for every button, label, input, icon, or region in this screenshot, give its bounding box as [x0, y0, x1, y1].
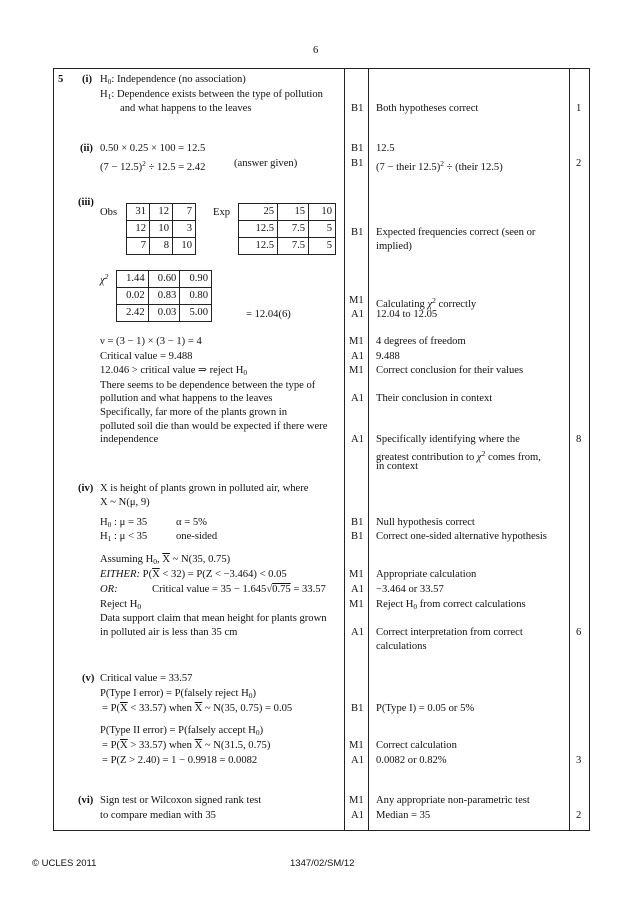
- table-cell: 1.44: [117, 271, 149, 288]
- calc-b: ÷ 12.5 = 2.42: [145, 162, 206, 173]
- comment-sub: 0: [413, 602, 418, 611]
- chi-symbol: χ: [476, 452, 482, 463]
- or-b: = 33.57: [290, 584, 326, 595]
- col-divider-mark: [368, 68, 369, 831]
- mark-code: M1: [349, 569, 364, 580]
- mark-code: A1: [351, 755, 364, 766]
- comment: 4 degrees of freedom: [376, 336, 466, 347]
- comment-b: correctly: [435, 299, 477, 310]
- xbar: $\overline{X}$: [152, 569, 160, 580]
- mark-code: B1: [351, 227, 364, 238]
- table-row: [239, 204, 336, 221]
- t1c-c: ~ N(35, 0.75) = 0.05: [202, 703, 293, 714]
- page-number: 6: [313, 45, 319, 56]
- h1-subscript: 1: [107, 92, 112, 101]
- mark-code: B1: [351, 103, 364, 114]
- comment: 9.488: [376, 351, 400, 362]
- xbar: $\overline{X}$: [194, 740, 203, 751]
- mark-code: A1: [351, 393, 364, 404]
- obs-label: Obs: [100, 207, 118, 218]
- exp-label: Exp: [213, 207, 231, 218]
- comment: in context: [376, 461, 419, 472]
- h0-symbol: H: [100, 517, 108, 528]
- table-cell: 0.83: [148, 288, 180, 305]
- part-total: 8: [576, 434, 582, 445]
- h0-text: : Independence (no association): [111, 74, 246, 85]
- table-cell: 15: [278, 204, 309, 221]
- part-label: (v): [82, 673, 95, 684]
- xbar: $\overline{X}$: [162, 554, 170, 565]
- either-b: < 32) = P(Z < −3.464) < 0.05: [159, 569, 287, 580]
- table-row: [117, 305, 212, 322]
- either-label: EITHER:: [100, 569, 141, 580]
- conclusion: pollution and what happens to the leaves: [100, 393, 273, 404]
- model-intro: X is height of plants grown in polluted air, where: [100, 483, 309, 494]
- table-right-border: [589, 68, 590, 831]
- chi-sup: 2: [481, 449, 486, 458]
- t2-sub: 0: [255, 728, 260, 737]
- t2c-b: > 33.57) when: [127, 740, 195, 751]
- part-label: (ii): [80, 143, 93, 154]
- t2-b: ): [259, 725, 264, 736]
- table-cell: 0.60: [148, 271, 180, 288]
- mark-code: M1: [349, 336, 364, 347]
- interpretation: in polluted air is less than 35 cm: [100, 627, 238, 638]
- mark-code: A1: [351, 627, 364, 638]
- table-cell: 2.42: [117, 305, 149, 322]
- test-choice: Sign test or Wilcoxon signed rank test: [100, 795, 262, 806]
- t1-a: P(Type I error) = P(falsely reject H: [100, 688, 249, 699]
- paper-code: 1347/02/SM/12: [290, 858, 355, 869]
- part-label: (iv): [78, 483, 94, 494]
- degrees-of-freedom: ν = (3 − 1) × (3 − 1) = 4: [100, 336, 202, 347]
- mark-code: M1: [349, 795, 364, 806]
- or-method: [152, 583, 326, 598]
- mark-code: B1: [351, 158, 364, 169]
- table-row: [127, 204, 196, 221]
- h1-text-continued: and what happens to the leaves: [120, 103, 252, 114]
- comment-a: Reject H: [376, 599, 414, 610]
- table-cell: 5: [309, 221, 336, 238]
- part-total: 3: [576, 755, 582, 766]
- contribution-calc: [100, 157, 205, 176]
- table-row: [239, 221, 336, 238]
- comment: Their conclusion in context: [376, 393, 493, 404]
- observed-table: [126, 203, 196, 255]
- table-cell: 5.00: [180, 305, 212, 322]
- mark-code: B1: [351, 517, 364, 528]
- or-a: Critical value = 35 − 1.645√: [152, 584, 273, 595]
- comment-a: (7 − their 12.5): [376, 162, 441, 173]
- part-total: 1: [576, 103, 582, 114]
- mark-code: M1: [349, 295, 364, 306]
- xbar: $\overline{X}$: [120, 703, 128, 714]
- critical-value: Critical value = 33.57: [100, 673, 193, 684]
- chi-symbol: χ: [100, 275, 105, 286]
- calc-a: (7 − 12.5): [100, 162, 143, 173]
- table-cell: 7.5: [278, 221, 309, 238]
- table-cell: 3: [173, 221, 196, 238]
- comment-sup: 2: [440, 159, 444, 168]
- mark-code: A1: [351, 810, 364, 821]
- or-label: [100, 583, 118, 598]
- calc-sup: 2: [142, 159, 146, 168]
- col-divider-answer: [344, 68, 345, 831]
- comment: Specifically identifying where the: [376, 434, 520, 445]
- table-cell: 0.80: [180, 288, 212, 305]
- either-method: [100, 568, 287, 583]
- or-root: 0.75: [272, 584, 291, 595]
- reject-a: Reject H: [100, 599, 138, 610]
- table-cell: 12: [150, 204, 173, 221]
- h1-statement: [100, 530, 147, 547]
- mark-code: A1: [351, 434, 364, 445]
- comment: Any appropriate non-parametric test: [376, 795, 530, 806]
- table-cell: 0.90: [180, 271, 212, 288]
- chi-squared-label: [100, 270, 108, 289]
- comment: Appropriate calculation: [376, 569, 477, 580]
- t2c-a: = P(: [102, 740, 121, 751]
- table-cell: 0.02: [117, 288, 149, 305]
- mark-code: B1: [351, 143, 364, 154]
- mark-code: M1: [349, 365, 364, 376]
- table-cell: 31: [127, 204, 150, 221]
- answer-given-note: (answer given): [234, 158, 298, 169]
- mark-code: B1: [351, 703, 364, 714]
- comment: Median = 35: [376, 810, 431, 821]
- mark-code: M1: [349, 740, 364, 751]
- table-cell: 7: [173, 204, 196, 221]
- table-left-border: [53, 68, 54, 831]
- h0-subscript: 0: [107, 77, 112, 86]
- type-ii-result: = P(Z > 2.40) = 1 − 0.9918 = 0.0082: [102, 755, 258, 766]
- table-cell: 5: [309, 238, 336, 255]
- interpretation: Data support claim that mean height for plants grown: [100, 613, 327, 624]
- assume-c: ~ N(35, 0.75): [169, 554, 231, 565]
- expected-calc: 0.50 × 0.25 × 100 = 12.5: [100, 143, 206, 154]
- h1-sub: 1: [107, 534, 112, 543]
- table-cell: 10: [173, 238, 196, 255]
- mark-code: A1: [351, 309, 364, 320]
- table-row: [117, 288, 212, 305]
- comment: Correct conclusion for their values: [376, 365, 524, 376]
- h1-symbol: H: [100, 89, 108, 100]
- comment: 12.5: [376, 143, 395, 154]
- chi-sup: 2: [104, 272, 109, 281]
- mark-code: A1: [351, 584, 364, 595]
- table-cell: 7: [127, 238, 150, 255]
- part-total: 2: [576, 158, 582, 169]
- comment: 12.04 to 12.05: [376, 309, 438, 320]
- comment-b: ÷ (their 12.5): [443, 162, 503, 173]
- xbar: $\overline{X}$: [194, 703, 203, 714]
- table-row: [127, 221, 196, 238]
- either-a: P(: [142, 569, 153, 580]
- table-cell: 12: [127, 221, 150, 238]
- comment: [376, 157, 503, 176]
- table-cell: 10: [309, 204, 336, 221]
- h0-sub: 0: [107, 520, 112, 529]
- table-cell: 7.5: [278, 238, 309, 255]
- model-distribution: X ~ N(μ, 9): [100, 497, 150, 508]
- comment-b: from correct calculations: [417, 599, 526, 610]
- significance-level: α = 5%: [176, 517, 207, 528]
- reject-text: 12.046 > critical value ⇒ reject H: [100, 365, 244, 376]
- comment: Expected frequencies correct (seen or: [376, 227, 536, 238]
- table-bottom-border: [53, 830, 590, 831]
- comment-a: greatest contribution to: [376, 452, 477, 463]
- assume-sub: 0: [153, 557, 158, 566]
- chi-contribution-table: [116, 270, 212, 322]
- comment: Correct calculation: [376, 740, 457, 751]
- critical-value: Critical value = 9.488: [100, 351, 193, 362]
- reject-sub: 0: [243, 368, 248, 377]
- part-label: (i): [82, 74, 92, 85]
- type-ii-calc: [102, 739, 270, 754]
- expected-table: [238, 203, 336, 255]
- comment: Null hypothesis correct: [376, 517, 475, 528]
- comment-b: comes from,: [485, 452, 541, 463]
- comment: [376, 598, 526, 615]
- comment: −3.464 or 33.57: [376, 584, 444, 595]
- comment: P(Type I) = 0.05 or 5%: [376, 703, 475, 714]
- t1c-b: < 33.57) when: [127, 703, 195, 714]
- table-cell: 10: [150, 221, 173, 238]
- chi-sup: 2: [432, 296, 436, 305]
- comment: 0.0082 or 0.82%: [376, 755, 447, 766]
- t1-sub: 0: [248, 691, 253, 700]
- chi-total: = 12.04(6): [246, 309, 291, 320]
- mark-code: B1: [351, 531, 364, 542]
- table-cell: 12.5: [239, 221, 278, 238]
- assume-a: Assuming H: [100, 554, 154, 565]
- conclusion: There seems to be dependence between the type of: [100, 380, 316, 391]
- tail-type: one-sided: [176, 531, 218, 542]
- comment-a: Calculating: [376, 299, 428, 310]
- comment: Both hypotheses correct: [376, 103, 479, 114]
- h1-rest: : μ < 35: [111, 531, 148, 542]
- table-top-border: [53, 68, 590, 69]
- table-cell: 8: [150, 238, 173, 255]
- table-cell: 25: [239, 204, 278, 221]
- t1c-a: = P(: [102, 703, 121, 714]
- part-label: (vi): [78, 795, 94, 806]
- specific-conclusion: polluted soil die than would be expected if there were: [100, 421, 328, 432]
- comment: implied): [376, 241, 412, 252]
- specific-conclusion: independence: [100, 434, 159, 445]
- h1-text: : Dependence exists between the type of pollution: [111, 89, 323, 100]
- copyright: © UCLES 2011: [32, 858, 97, 869]
- h1-symbol: H: [100, 531, 108, 542]
- table-row: [117, 271, 212, 288]
- assume-b: ,: [157, 554, 163, 565]
- or-text: OR:: [100, 584, 118, 595]
- table-row: [127, 238, 196, 255]
- question-number: 5: [58, 74, 64, 85]
- mark-code: M1: [349, 599, 364, 610]
- t2-a: P(Type II error) = P(falsely accept H: [100, 725, 256, 736]
- part-label: (iii): [78, 197, 94, 208]
- part-total: 6: [576, 627, 582, 638]
- table-cell: 0.03: [148, 305, 180, 322]
- table-cell: 12.5: [239, 238, 278, 255]
- comment: Correct one-sided alternative hypothesis: [376, 531, 547, 542]
- h0-rest: : μ = 35: [111, 517, 148, 528]
- specific-conclusion: Specifically, far more of the plants grown in: [100, 407, 287, 418]
- t1-b: ): [252, 688, 257, 699]
- col-divider-comment: [569, 68, 570, 831]
- reject-sub: 0: [137, 602, 142, 611]
- comment: Correct interpretation from correct: [376, 627, 523, 638]
- type-i-calc: [102, 702, 292, 717]
- mark-code: A1: [351, 351, 364, 362]
- chi-symbol: χ: [427, 299, 433, 310]
- table-row: [239, 238, 336, 255]
- xbar: $\overline{X}$: [120, 740, 128, 751]
- test-purpose: to compare median with 35: [100, 810, 216, 821]
- t2c-c: ~ N(31.5, 0.75): [202, 740, 271, 751]
- comment: calculations: [376, 641, 427, 652]
- h0-symbol: H: [100, 74, 108, 85]
- part-total: 2: [576, 810, 582, 821]
